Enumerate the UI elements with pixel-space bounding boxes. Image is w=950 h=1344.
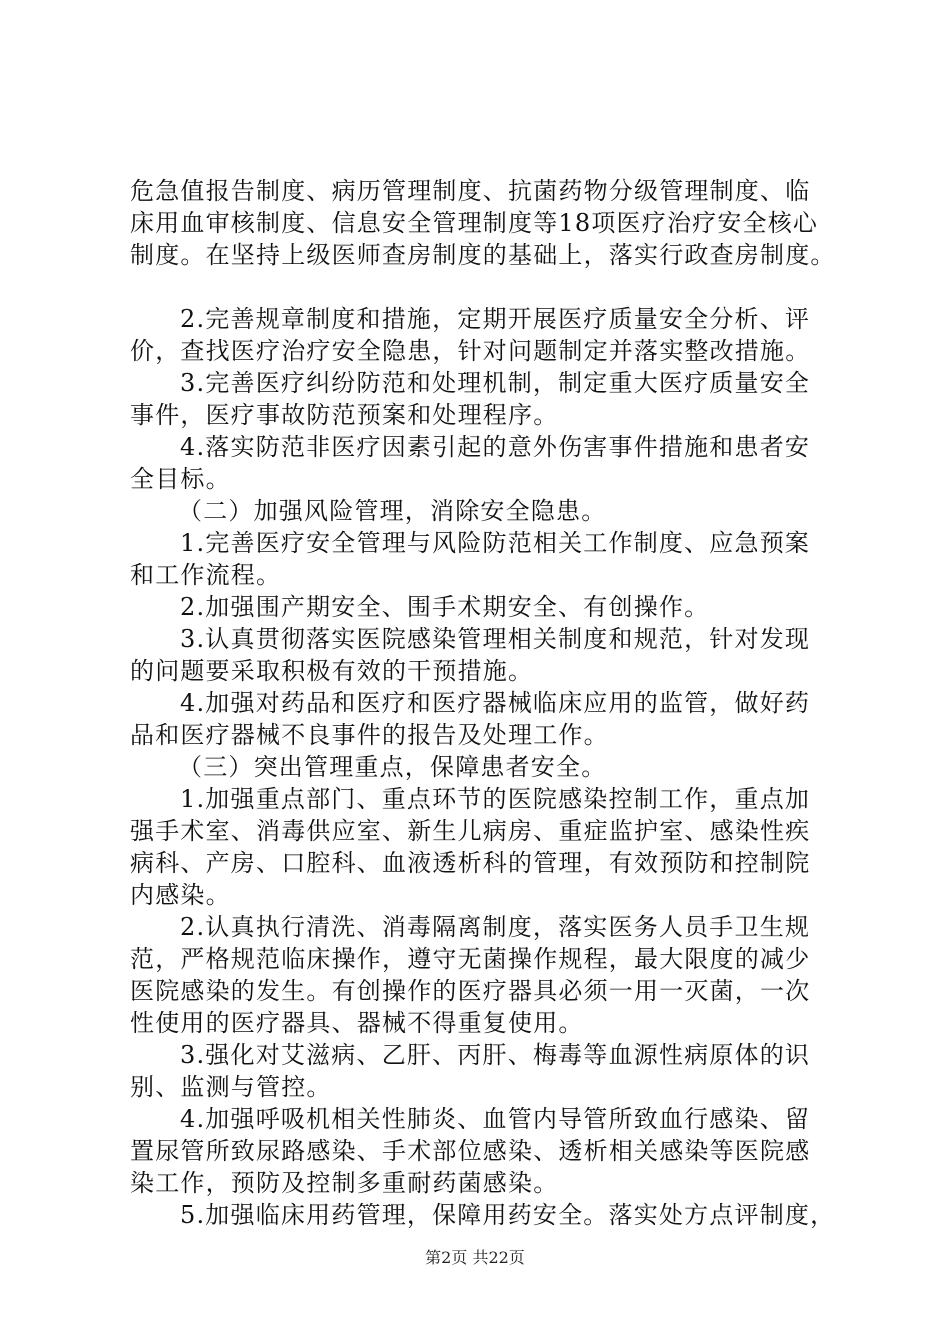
text-line: 4.加强对药品和医疗和医疗器械临床应用的监管，做好药 (180, 689, 811, 717)
text-line: 的问题要采取积极有效的干预措施。 (130, 657, 534, 685)
section-heading: （三）突出管理重点，保障患者安全。 (178, 753, 607, 781)
text-line: 3.强化对艾滋病、乙肝、丙肝、梅毒等血源性病原体的识 (180, 1041, 811, 1069)
text-line: 2.加强围产期安全、围手术期安全、有创操作。 (180, 593, 710, 621)
text-line: 价，查找医疗治疗安全隐患，针对问题制定并落实整改措施。 (130, 337, 811, 365)
text-line: 制度。在坚持上级医师查房制度的基础上，落实行政查房制度。 (130, 241, 836, 269)
text-line: 全目标。 (130, 465, 231, 493)
text-line: 品和医疗器械不良事件的报告及处理工作。 (130, 721, 609, 749)
text-line: 3.认真贯彻落实医院感染管理相关制度和规范，针对发现 (180, 625, 811, 653)
page-number-footer: 第2页 共22页 (425, 1248, 525, 1267)
text-line: 范，严格规范临床操作，遵守无菌操作规程，最大限度的减少 (130, 945, 811, 973)
text-line: 置尿管所致尿路感染、手术部位感染、透析相关感染等医院感 (130, 1137, 811, 1165)
text-line: 床用血审核制度、信息安全管理制度等18项医疗治疗安全核心 (130, 209, 819, 237)
document-body (130, 175, 836, 1231)
text-line: 1.加强重点部门、重点环节的医院感染控制工作，重点加 (180, 785, 811, 813)
text-line: 4.加强呼吸机相关性肺炎、血管内导管所致血行感染、留 (180, 1105, 811, 1133)
text-line: 病科、产房、口腔科、血液透析科的管理，有效预防和控制院 (130, 849, 811, 877)
text-line: 2.完善规章制度和措施，定期开展医疗质量安全分析、评 (180, 305, 811, 333)
text-line: 别、监测与管控。 (130, 1073, 332, 1101)
text-line: 3.完善医疗纠纷防范和处理机制，制定重大医疗质量安全 (180, 369, 811, 397)
text-line: 2.认真执行清洗、消毒隔离制度，落实医务人员手卫生规 (180, 913, 811, 941)
text-line: 和工作流程。 (130, 561, 282, 589)
text-line: 5.加强临床用药管理，保障用药安全。落实处方点评制度， (180, 1201, 836, 1229)
section-heading: （二）加强风险管理，消除安全隐患。 (178, 497, 607, 525)
text-line: 事件，医疗事故防范预案和处理程序。 (130, 401, 559, 429)
text-line: 危急值报告制度、病历管理制度、抗菌药物分级管理制度、临 (130, 177, 811, 205)
text-line: 4.落实防范非医疗因素引起的意外伤害事件措施和患者安 (180, 433, 811, 461)
text-line: 医院感染的发生。有创操作的医疗器具必须一用一灭菌，一次 (130, 977, 811, 1005)
text-line: 性使用的医疗器具、器械不得重复使用。 (130, 1009, 584, 1037)
text-line: 强手术室、消毒供应室、新生儿病房、重症监护室、感染性疾 (130, 817, 811, 845)
text-line: 1.完善医疗安全管理与风险防范相关工作制度、应急预案 (180, 529, 811, 557)
text-line: 内感染。 (130, 881, 231, 909)
text-line: 染工作，预防及控制多重耐药菌感染。 (130, 1169, 559, 1197)
